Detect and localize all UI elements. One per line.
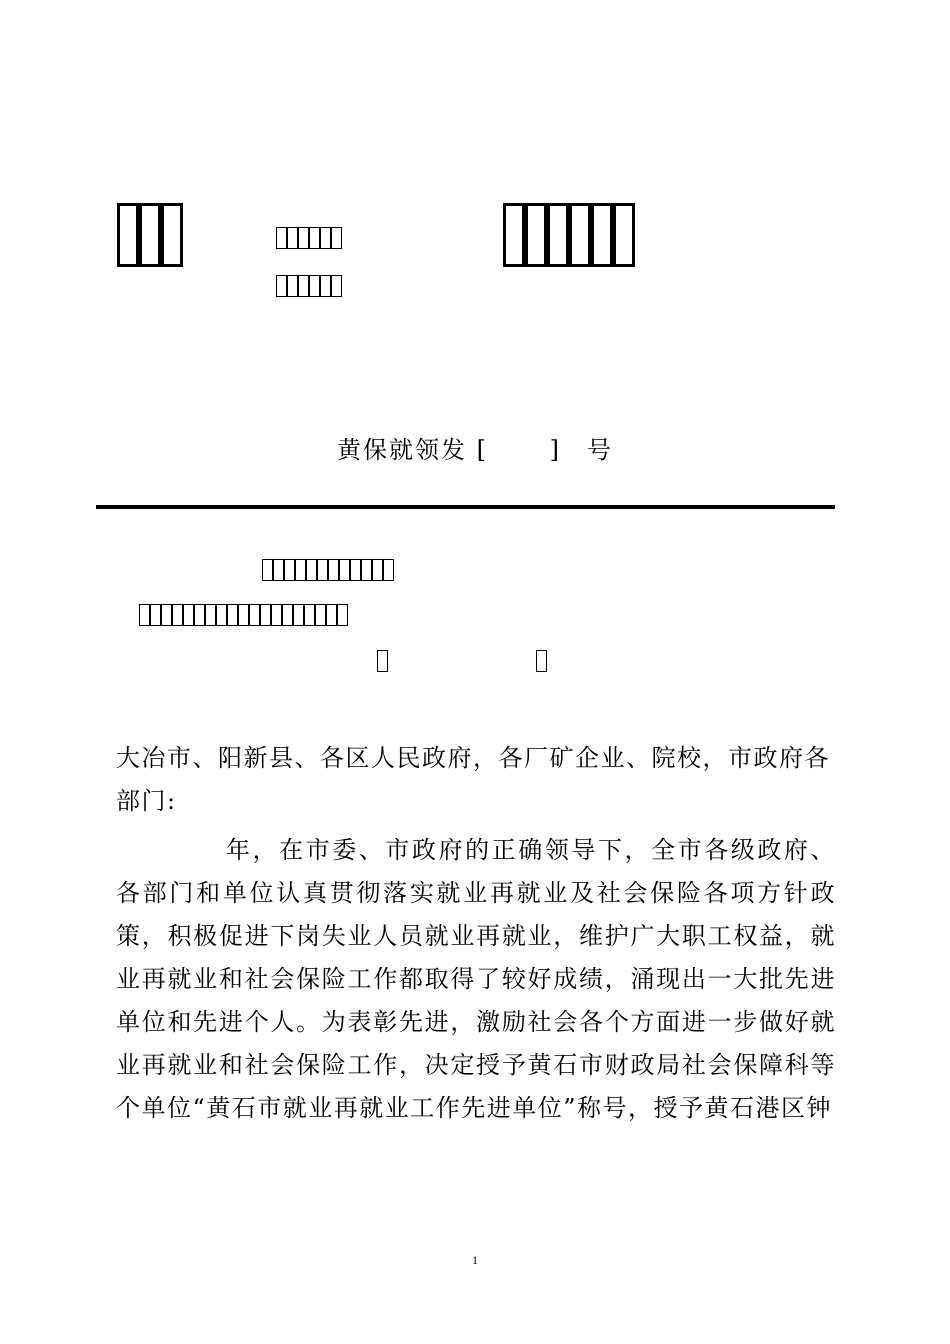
- missing-glyph-box: [205, 604, 216, 626]
- missing-glyph-box: [383, 559, 394, 581]
- body-paragraph: 年，在市委、市政府的正确领导下，全市各级政府、各部门和单位认真贯彻落实就业再就业及社会保险各项方针政策，积极促进下岗失业人员就业再就业，维护广大职工权益，就业再就业和社会保险工作都取得了较好成绩，涌现出一大批先进单位和先进个人。为表彰先进，激励社会各个方面进一步做好就业再就业和社会保险工作，决定授予黄石市财政局社会保障科等 个单位“黄石市就业再就业工作先进单位”称号，授予黄石港区钟: [116, 836, 871, 1122]
- missing-glyph-box: [287, 227, 298, 249]
- document-number: 黄保就领发 [ ] 号: [337, 436, 613, 464]
- missing-glyph-box: [238, 604, 249, 626]
- missing-glyph-box: [295, 559, 306, 581]
- missing-glyph-box: [304, 604, 315, 626]
- missing-glyph-box: [260, 604, 271, 626]
- missing-glyph-box: [298, 275, 309, 297]
- missing-glyph-box: [331, 275, 342, 297]
- missing-glyph-box: [262, 559, 273, 581]
- missing-glyph-box: [339, 559, 350, 581]
- missing-glyph-box: [320, 227, 331, 249]
- header-rule: [96, 505, 835, 509]
- missing-glyph-box: [306, 559, 317, 581]
- missing-glyph-box: [326, 604, 337, 626]
- letterhead-left-glyphs: [117, 203, 183, 267]
- title-line2-glyphs: [139, 604, 348, 626]
- missing-glyph-box: [282, 604, 293, 626]
- missing-glyph-box: [273, 559, 284, 581]
- letterhead-right-glyphs: [503, 203, 635, 267]
- missing-glyph-box: [117, 203, 139, 267]
- missing-glyph-box: [172, 604, 183, 626]
- missing-glyph-box: [317, 559, 328, 581]
- missing-glyph-box: [227, 604, 238, 626]
- missing-glyph-box: [525, 203, 547, 267]
- missing-glyph-box: [183, 604, 194, 626]
- missing-glyph-box: [361, 559, 372, 581]
- missing-glyph-box: [591, 203, 613, 267]
- missing-glyph-box: [249, 604, 260, 626]
- missing-glyph-box: [150, 604, 161, 626]
- missing-glyph-box: [331, 227, 342, 249]
- missing-glyph-box: [536, 650, 547, 672]
- letterhead-middle-line2: [276, 275, 342, 297]
- missing-glyph-box: [293, 604, 304, 626]
- missing-glyph-box: [320, 275, 331, 297]
- missing-glyph-box: [216, 604, 227, 626]
- title-line1-glyphs: [262, 559, 394, 581]
- missing-glyph-box: [337, 604, 348, 626]
- missing-glyph-box: [547, 203, 569, 267]
- missing-glyph-box: [276, 227, 287, 249]
- missing-glyph-box: [503, 203, 525, 267]
- missing-glyph-box: [161, 604, 172, 626]
- page-number: 1: [472, 1253, 478, 1267]
- missing-glyph-box: [309, 275, 320, 297]
- missing-glyph-box: [377, 650, 388, 672]
- salutation: 大冶市、阳新县、各区人民政府，各厂矿企业、院校，市政府各部门:: [116, 744, 830, 815]
- missing-glyph-box: [372, 559, 383, 581]
- missing-glyph-box: [328, 559, 339, 581]
- missing-glyph-box: [569, 203, 591, 267]
- missing-glyph-box: [276, 275, 287, 297]
- letterhead-middle-line1: [276, 227, 342, 249]
- missing-glyph-box: [194, 604, 205, 626]
- missing-glyph-box: [315, 604, 326, 626]
- missing-glyph-box: [350, 559, 361, 581]
- title-line3-right-glyph: [536, 650, 547, 672]
- title-line3-left-glyph: [377, 650, 388, 672]
- missing-glyph-box: [298, 227, 309, 249]
- missing-glyph-box: [287, 275, 298, 297]
- missing-glyph-box: [309, 227, 320, 249]
- missing-glyph-box: [161, 203, 183, 267]
- missing-glyph-box: [284, 559, 295, 581]
- missing-glyph-box: [139, 203, 161, 267]
- missing-glyph-box: [613, 203, 635, 267]
- missing-glyph-box: [271, 604, 282, 626]
- missing-glyph-box: [139, 604, 150, 626]
